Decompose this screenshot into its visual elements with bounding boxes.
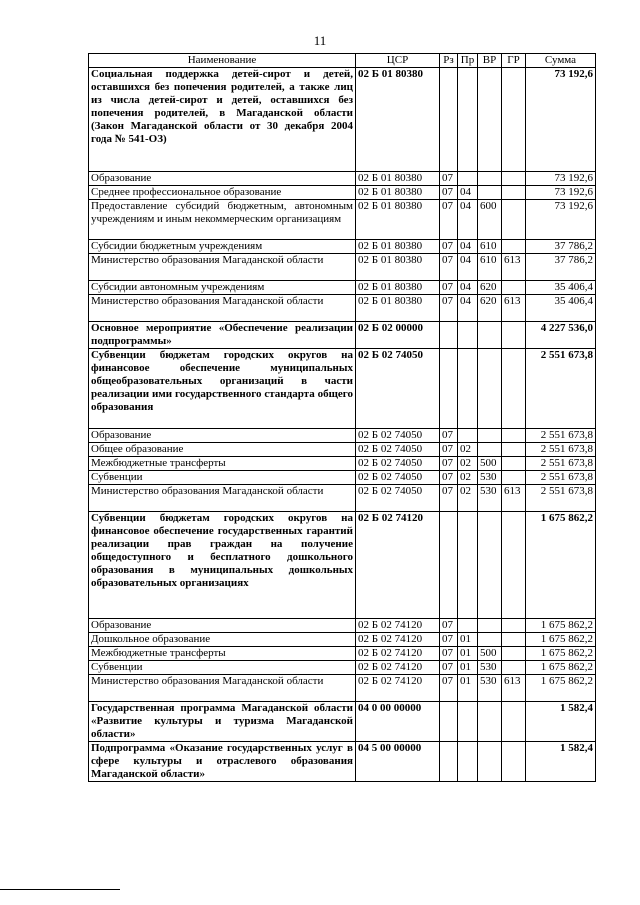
header-vr: ВР — [478, 54, 502, 68]
budget-table — [88, 53, 596, 782]
table-row — [89, 172, 596, 186]
cell-name: Субвенции бюджетам городских округов на финансовое обеспечение муниципальных общеобразовательных организаций в части реализации ими государственного стандарта общего образования — [89, 349, 356, 429]
header-gr: ГР — [502, 54, 526, 68]
cell-rz: 07 — [440, 443, 458, 457]
cell-rz — [440, 349, 458, 429]
cell-pr — [458, 619, 478, 633]
cell-gr: 613 — [502, 485, 526, 512]
cell-sum: 37 786,2 — [526, 254, 596, 281]
cell-name: Общее образование — [89, 443, 356, 457]
cell-gr — [502, 429, 526, 443]
cell-rz: 07 — [440, 429, 458, 443]
table-row — [89, 675, 596, 702]
cell-gr — [502, 619, 526, 633]
cell-sum: 73 192,6 — [526, 186, 596, 200]
cell-sum: 1 582,4 — [526, 742, 596, 782]
cell-csr: 02 Б 01 80380 — [356, 172, 440, 186]
cell-gr — [502, 172, 526, 186]
table-row — [89, 240, 596, 254]
cell-vr — [478, 68, 502, 172]
table-row — [89, 471, 596, 485]
cell-csr: 02 Б 02 74050 — [356, 443, 440, 457]
cell-name: Министерство образования Магаданской области — [89, 254, 356, 281]
cell-pr: 04 — [458, 281, 478, 295]
cell-pr: 02 — [458, 485, 478, 512]
cell-name: Образование — [89, 619, 356, 633]
cell-vr — [478, 512, 502, 619]
cell-vr — [478, 742, 502, 782]
table-row — [89, 295, 596, 322]
cell-pr: 02 — [458, 443, 478, 457]
cell-rz: 07 — [440, 240, 458, 254]
cell-pr — [458, 429, 478, 443]
cell-csr: 02 Б 02 74120 — [356, 619, 440, 633]
table-row — [89, 647, 596, 661]
cell-sum: 1 675 862,2 — [526, 675, 596, 702]
footer-divider — [0, 889, 120, 890]
cell-csr: 02 Б 02 74120 — [356, 633, 440, 647]
cell-vr — [478, 322, 502, 349]
page-number: 11 — [313, 33, 327, 48]
table-row — [89, 457, 596, 471]
cell-rz: 07 — [440, 471, 458, 485]
cell-vr — [478, 443, 502, 457]
cell-pr: 04 — [458, 240, 478, 254]
table-row — [89, 254, 596, 281]
cell-name: Межбюджетные трансферты — [89, 647, 356, 661]
cell-name: Среднее профессиональное образование — [89, 186, 356, 200]
cell-name: Государственная программа Магаданской области «Развитие культуры и туризма Магаданской области» — [89, 702, 356, 742]
cell-csr: 02 Б 02 74120 — [356, 512, 440, 619]
cell-csr: 02 Б 02 74050 — [356, 429, 440, 443]
cell-csr: 02 Б 01 80380 — [356, 200, 440, 240]
cell-name: Основное мероприятие «Обеспечение реализации подпрограммы» — [89, 322, 356, 349]
table-row — [89, 281, 596, 295]
cell-sum: 37 786,2 — [526, 240, 596, 254]
cell-gr — [502, 281, 526, 295]
cell-sum: 73 192,6 — [526, 68, 596, 172]
cell-pr: 04 — [458, 254, 478, 281]
cell-gr: 613 — [502, 675, 526, 702]
cell-name: Межбюджетные трансферты — [89, 457, 356, 471]
cell-vr: 600 — [478, 200, 502, 240]
cell-gr — [502, 702, 526, 742]
cell-rz: 07 — [440, 281, 458, 295]
cell-rz: 07 — [440, 619, 458, 633]
table-row — [89, 186, 596, 200]
cell-sum: 35 406,4 — [526, 295, 596, 322]
cell-gr — [502, 512, 526, 619]
cell-rz — [440, 68, 458, 172]
table-row — [89, 633, 596, 647]
cell-csr: 02 Б 02 00000 — [356, 322, 440, 349]
cell-name: Социальная поддержка детей-сирот и детей, оставшихся без попечения родителей, а также лиц из числа детей-сирот и детей, оставшихся без попечения родителей, в Магаданской области (Закон Магаданской области от 30 декабря 2004 года № 541-ОЗ) — [89, 68, 356, 172]
cell-pr: 04 — [458, 200, 478, 240]
cell-name: Министерство образования Магаданской области — [89, 675, 356, 702]
table-row — [89, 349, 596, 429]
table-row — [89, 702, 596, 742]
cell-gr — [502, 742, 526, 782]
cell-sum: 1 675 862,2 — [526, 661, 596, 675]
cell-csr: 02 Б 02 74050 — [356, 485, 440, 512]
cell-pr — [458, 68, 478, 172]
cell-rz: 07 — [440, 172, 458, 186]
cell-pr: 02 — [458, 457, 478, 471]
cell-pr — [458, 349, 478, 429]
cell-pr: 01 — [458, 661, 478, 675]
cell-csr: 02 Б 01 80380 — [356, 240, 440, 254]
header-rz: Рз — [440, 54, 458, 68]
table-row — [89, 619, 596, 633]
cell-rz: 07 — [440, 186, 458, 200]
cell-name: Дошкольное образование — [89, 633, 356, 647]
table-header-row — [89, 54, 596, 68]
cell-rz: 07 — [440, 633, 458, 647]
cell-name: Субсидии автономным учреждениям — [89, 281, 356, 295]
table-row — [89, 485, 596, 512]
cell-name: Министерство образования Магаданской области — [89, 295, 356, 322]
table-row — [89, 443, 596, 457]
cell-sum: 35 406,4 — [526, 281, 596, 295]
table-row — [89, 512, 596, 619]
cell-rz: 07 — [440, 200, 458, 240]
cell-gr — [502, 443, 526, 457]
cell-vr: 530 — [478, 661, 502, 675]
cell-csr: 02 Б 01 80380 — [356, 254, 440, 281]
table-row — [89, 742, 596, 782]
cell-csr: 02 Б 01 80380 — [356, 68, 440, 172]
header-sum: Сумма — [526, 54, 596, 68]
cell-vr — [478, 186, 502, 200]
cell-rz: 07 — [440, 457, 458, 471]
cell-gr — [502, 200, 526, 240]
cell-gr — [502, 186, 526, 200]
cell-pr — [458, 702, 478, 742]
table-row — [89, 200, 596, 240]
cell-rz — [440, 742, 458, 782]
cell-csr: 02 Б 02 74120 — [356, 647, 440, 661]
cell-name: Подпрограмма «Оказание государственных услуг в сфере культуры и отраслевого образования Магаданской области» — [89, 742, 356, 782]
table-body — [89, 68, 596, 782]
cell-csr: 04 5 00 00000 — [356, 742, 440, 782]
cell-pr — [458, 172, 478, 186]
cell-rz: 07 — [440, 675, 458, 702]
cell-sum: 1 675 862,2 — [526, 512, 596, 619]
cell-sum: 2 551 673,8 — [526, 485, 596, 512]
cell-rz: 07 — [440, 647, 458, 661]
cell-gr — [502, 647, 526, 661]
cell-vr — [478, 633, 502, 647]
cell-sum: 4 227 536,0 — [526, 322, 596, 349]
cell-gr — [502, 349, 526, 429]
table-row — [89, 68, 596, 172]
table-row — [89, 661, 596, 675]
cell-vr: 530 — [478, 485, 502, 512]
cell-pr: 01 — [458, 647, 478, 661]
cell-rz — [440, 512, 458, 619]
cell-vr — [478, 702, 502, 742]
cell-sum: 73 192,6 — [526, 172, 596, 186]
cell-pr: 01 — [458, 633, 478, 647]
cell-csr: 02 Б 02 74050 — [356, 457, 440, 471]
cell-sum: 2 551 673,8 — [526, 471, 596, 485]
cell-vr: 500 — [478, 647, 502, 661]
header-pr: Пр — [458, 54, 478, 68]
cell-csr: 02 Б 02 74050 — [356, 349, 440, 429]
cell-vr — [478, 619, 502, 633]
cell-sum: 1 675 862,2 — [526, 619, 596, 633]
cell-pr: 04 — [458, 186, 478, 200]
header-name: Наименование — [89, 54, 356, 68]
cell-csr: 04 0 00 00000 — [356, 702, 440, 742]
cell-gr — [502, 633, 526, 647]
cell-name: Министерство образования Магаданской области — [89, 485, 356, 512]
cell-sum: 73 192,6 — [526, 200, 596, 240]
cell-sum: 2 551 673,8 — [526, 443, 596, 457]
cell-vr: 530 — [478, 675, 502, 702]
cell-vr: 500 — [478, 457, 502, 471]
cell-vr: 620 — [478, 281, 502, 295]
cell-vr — [478, 429, 502, 443]
cell-rz: 07 — [440, 485, 458, 512]
cell-rz: 07 — [440, 295, 458, 322]
cell-sum: 2 551 673,8 — [526, 349, 596, 429]
cell-gr — [502, 68, 526, 172]
cell-gr — [502, 661, 526, 675]
cell-gr — [502, 471, 526, 485]
cell-name: Предоставление субсидий бюджетным, автономным учреждениям и иным некоммерческим организациям — [89, 200, 356, 240]
cell-vr: 610 — [478, 254, 502, 281]
cell-vr: 610 — [478, 240, 502, 254]
table-row — [89, 429, 596, 443]
cell-rz: 07 — [440, 254, 458, 281]
cell-pr: 01 — [458, 675, 478, 702]
cell-pr: 02 — [458, 471, 478, 485]
cell-rz — [440, 702, 458, 742]
cell-sum: 1 675 862,2 — [526, 647, 596, 661]
cell-name: Образование — [89, 429, 356, 443]
cell-vr: 620 — [478, 295, 502, 322]
cell-csr: 02 Б 01 80380 — [356, 186, 440, 200]
cell-name: Субвенции — [89, 661, 356, 675]
header-csr: ЦСР — [356, 54, 440, 68]
cell-sum: 2 551 673,8 — [526, 429, 596, 443]
cell-name: Субвенции бюджетам городских округов на финансовое обеспечение государственных гарантий реализации прав граждан на получение общедоступного и бесплатного дошкольного образования в муниципальных дошкольных образовательных организациях — [89, 512, 356, 619]
cell-rz — [440, 322, 458, 349]
cell-csr: 02 Б 02 74050 — [356, 471, 440, 485]
cell-sum: 1 582,4 — [526, 702, 596, 742]
cell-pr: 04 — [458, 295, 478, 322]
table-row — [89, 322, 596, 349]
cell-gr — [502, 457, 526, 471]
cell-name: Субсидии бюджетным учреждениям — [89, 240, 356, 254]
cell-gr: 613 — [502, 254, 526, 281]
cell-pr — [458, 512, 478, 619]
cell-vr — [478, 349, 502, 429]
cell-csr: 02 Б 02 74120 — [356, 661, 440, 675]
cell-rz: 07 — [440, 661, 458, 675]
cell-sum: 2 551 673,8 — [526, 457, 596, 471]
cell-gr — [502, 240, 526, 254]
cell-gr: 613 — [502, 295, 526, 322]
cell-vr: 530 — [478, 471, 502, 485]
cell-csr: 02 Б 01 80380 — [356, 295, 440, 322]
cell-gr — [502, 322, 526, 349]
cell-csr: 02 Б 02 74120 — [356, 675, 440, 702]
cell-pr — [458, 742, 478, 782]
cell-csr: 02 Б 01 80380 — [356, 281, 440, 295]
cell-pr — [458, 322, 478, 349]
cell-name: Субвенции — [89, 471, 356, 485]
cell-name: Образование — [89, 172, 356, 186]
cell-sum: 1 675 862,2 — [526, 633, 596, 647]
cell-vr — [478, 172, 502, 186]
